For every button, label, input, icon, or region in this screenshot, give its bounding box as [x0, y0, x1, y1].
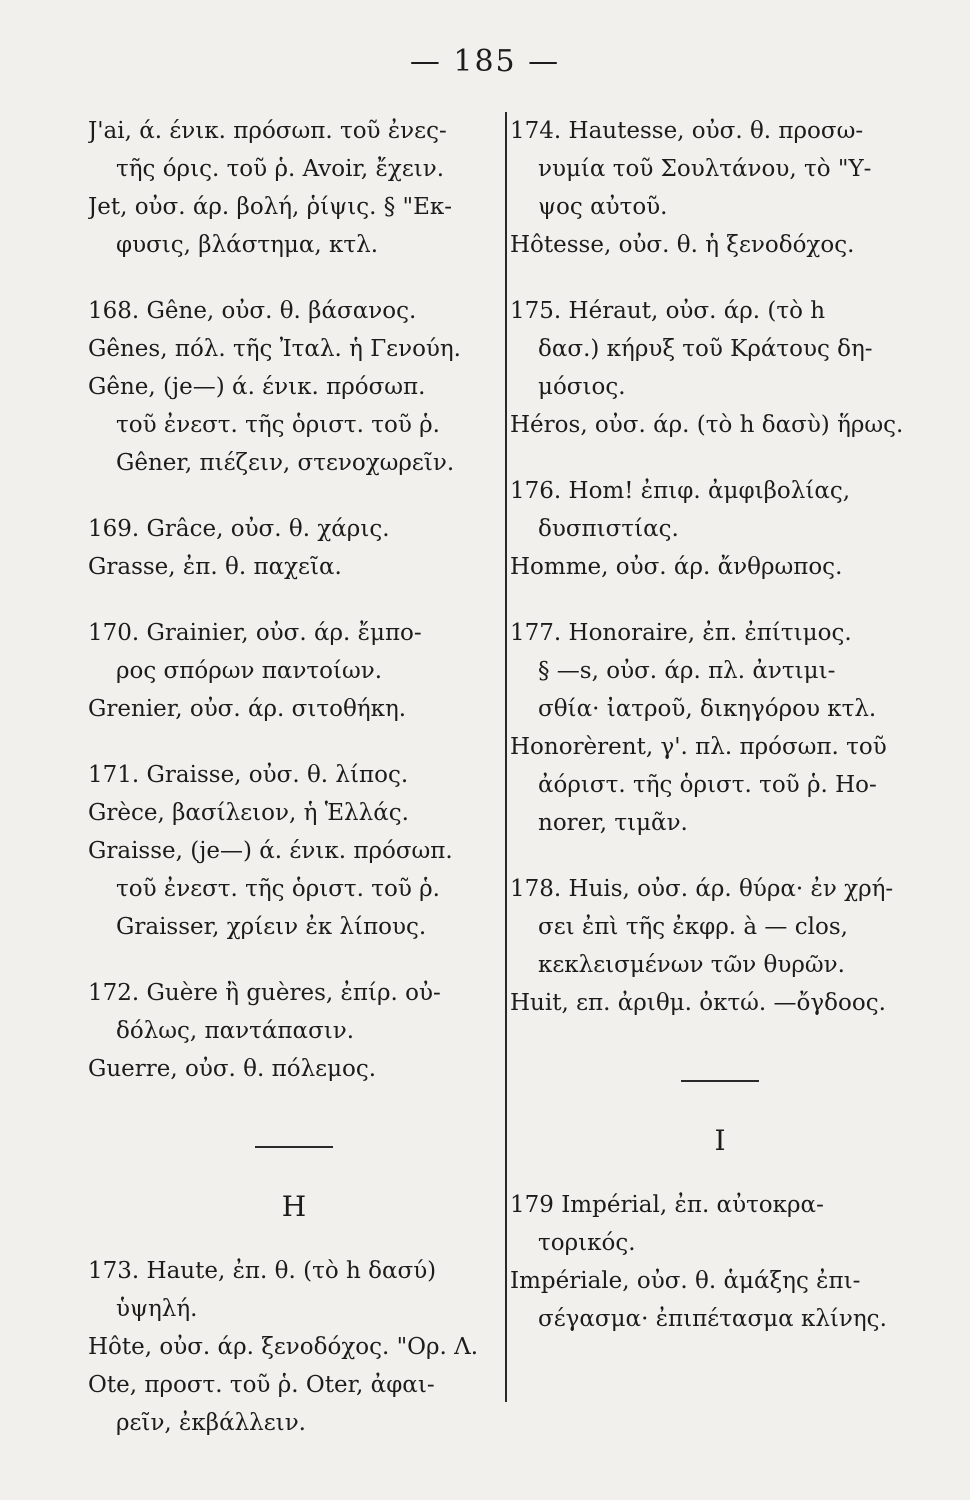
- entry-line: φυσις, βλάστημα, κτλ.: [116, 232, 379, 258]
- entry-line: Gêner, πιέζειν, στενοχωρεῖν.: [116, 450, 455, 476]
- dictionary-entry: [88, 690, 500, 728]
- entry-line: κεκλεισμένων τῶν θυρῶν.: [538, 952, 845, 978]
- entry-line: 170. Grainier, οὐσ. άρ. ἔμπο-: [88, 620, 422, 646]
- left-column: [88, 112, 500, 1442]
- dictionary-entry: [88, 614, 500, 690]
- dictionary-entry: [88, 510, 500, 548]
- dictionary-entry: [88, 756, 500, 794]
- dictionary-entry: [88, 368, 500, 482]
- entry-line: Guerre, οὐσ. θ. πόλεμος.: [88, 1056, 377, 1082]
- entry-line: ἀόριστ. τῆς ὁριστ. τοῦ ῥ. Ho-: [538, 772, 877, 798]
- entry-line: 177. Honoraire, ἐπ. ἐπίτιμος.: [510, 620, 852, 646]
- entry-line: τῆς όρις. τοῦ ῥ. Avoir, ἔχειν.: [116, 156, 445, 182]
- entry-line: δυσπιστίας.: [538, 516, 679, 542]
- right-entries-after: [510, 1186, 930, 1338]
- section-letter-h: H: [281, 1190, 307, 1223]
- entry-line: J'ai, ά. ένικ. πρόσωπ. τοῦ ἐνες-: [88, 118, 447, 144]
- dictionary-entry: [510, 292, 930, 406]
- entry-line: σθία· ἰατροῦ, δικηγόρου κτλ.: [538, 696, 877, 722]
- entry-line: Héros, οὐσ. άρ. (τὸ h δασὺ) ἥρως.: [510, 412, 904, 438]
- entry-line: 169. Grâce, οὐσ. θ. χάρις.: [88, 516, 390, 542]
- entry-line: δασ.) κήρυξ τοῦ Κράτους δη-: [538, 336, 873, 362]
- dictionary-entry: [510, 870, 930, 984]
- entry-line: ὑψηλή.: [116, 1296, 198, 1322]
- right-entries: [510, 112, 930, 1022]
- entry-line: Graisse, (je—) ά. ένικ. πρόσωπ.: [88, 838, 453, 864]
- entry-line: 174. Hautesse, οὐσ. θ. προσω-: [510, 118, 864, 144]
- entry-line: 178. Huis, οὐσ. άρ. θύρα· ἐν χρή-: [510, 876, 894, 902]
- dictionary-entry: [510, 1262, 930, 1338]
- dictionary-entry: [88, 974, 500, 1050]
- entry-line: ρεῖν, ἐκβάλλειν.: [116, 1410, 306, 1436]
- entry-line: τοῦ ἐνεστ. τῆς ὁριστ. τοῦ ῥ.: [116, 412, 440, 438]
- dictionary-entry: [510, 472, 930, 548]
- entry-line: 173. Haute, ἐπ. θ. (τὸ h δασύ): [88, 1258, 437, 1284]
- dictionary-entry: [88, 1050, 500, 1088]
- section-letter-i: I: [714, 1124, 726, 1157]
- dictionary-entry: [88, 548, 500, 586]
- entry-line: Homme, οὐσ. άρ. ἄνθρωπος.: [510, 554, 843, 580]
- dictionary-entry: [88, 188, 500, 264]
- entry-line: 172. Guère ἢ guères, ἐπίρ. οὐ-: [88, 980, 441, 1006]
- entry-line: 179 Impérial, ἐπ. αὐτοκρα-: [510, 1192, 824, 1218]
- entry-line: Impériale, οὐσ. θ. ἁμάξης ἐπι-: [510, 1268, 861, 1294]
- dictionary-entry: [88, 794, 500, 832]
- entry-line: σέγασμα· ἐπιπέτασμα κλίνης.: [538, 1306, 887, 1332]
- entry-line: Hôtesse, οὐσ. θ. ἡ ξενοδόχος.: [510, 232, 855, 258]
- entry-line: Huit, επ. ἀριθμ. ὀκτώ. —ὄγδοος.: [510, 990, 886, 1016]
- entry-line: Gêne, (je—) ά. ένικ. πρόσωπ.: [88, 374, 426, 400]
- dictionary-entry: [510, 1186, 930, 1262]
- dictionary-entry: [510, 548, 930, 586]
- dictionary-entry: [510, 728, 930, 842]
- dictionary-entry: [88, 1366, 500, 1442]
- entry-line: Grasse, ἐπ. θ. παχεῖα.: [88, 554, 342, 580]
- entry-line: ρος σπόρων παντοίων.: [116, 658, 383, 684]
- entry-line: Grèce, βασίλειον, ἡ Ἑλλάς.: [88, 800, 409, 826]
- entry-line: 176. Hom! ἐπιφ. ἀμφιβολίας,: [510, 478, 851, 504]
- dictionary-entry: [510, 984, 930, 1022]
- entry-line: σει ἐπὶ τῆς ἐκφρ. à — clos,: [538, 914, 848, 940]
- dictionary-entry: [510, 614, 930, 728]
- dictionary-entry: [88, 292, 500, 330]
- entry-line: 168. Gêne, οὐσ. θ. βάσανος.: [88, 298, 417, 324]
- entry-line: 175. Héraut, οὐσ. άρ. (τὸ h: [510, 298, 826, 324]
- entry-line: Honorèrent, γ'. πλ. πρόσωπ. τοῦ: [510, 734, 887, 760]
- entry-line: 171. Graisse, οὐσ. θ. λίπος.: [88, 762, 409, 788]
- dictionary-entry: [510, 226, 930, 264]
- entry-line: τοῦ ἐνεστ. τῆς ὁριστ. τοῦ ῥ.: [116, 876, 440, 902]
- dictionary-entry: [88, 832, 500, 946]
- entry-line: τορικός.: [538, 1230, 636, 1256]
- dictionary-entry: [88, 112, 500, 188]
- entry-line: § —s, οὐσ. άρ. πλ. ἀντιμι-: [538, 658, 836, 684]
- section-rule-right: [681, 1080, 759, 1082]
- page-number: — 185 —: [409, 44, 561, 79]
- entry-line: ψος αὐτοῦ.: [538, 194, 668, 220]
- left-entries: [88, 112, 500, 1088]
- dictionary-entry: [88, 330, 500, 368]
- column-divider: [505, 112, 507, 1402]
- left-entries-after: [88, 1252, 500, 1442]
- entry-line: Gênes, πόλ. τῆς Ἰταλ. ἡ Γενούη.: [88, 336, 461, 362]
- section-rule-left: [255, 1146, 333, 1148]
- dictionary-entry: [510, 112, 930, 226]
- entry-line: δόλως, παντάπασιν.: [116, 1018, 355, 1044]
- entry-line: Hôte, οὐσ. άρ. ξενοδόχος. "Ορ. Λ.: [88, 1334, 479, 1360]
- dictionary-entry: [88, 1328, 500, 1366]
- right-column: [510, 112, 930, 1338]
- entry-line: μόσιος.: [538, 374, 626, 400]
- entry-line: Graisser, χρίειν ἐκ λίπους.: [116, 914, 427, 940]
- entry-line: νυμία τοῦ Σουλτάνου, τὸ "Υ-: [538, 156, 872, 182]
- dictionary-entry: [510, 406, 930, 444]
- entry-line: Jet, οὐσ. άρ. βολή, ῥίψις. § "Εκ-: [88, 194, 453, 220]
- entry-line: Grenier, οὐσ. άρ. σιτοθήκη.: [88, 696, 407, 722]
- entry-line: norer, τιμᾶν.: [538, 810, 688, 836]
- entry-line: Ote, προστ. τοῦ ῥ. Oter, ἀφαι-: [88, 1372, 435, 1398]
- dictionary-entry: [88, 1252, 500, 1328]
